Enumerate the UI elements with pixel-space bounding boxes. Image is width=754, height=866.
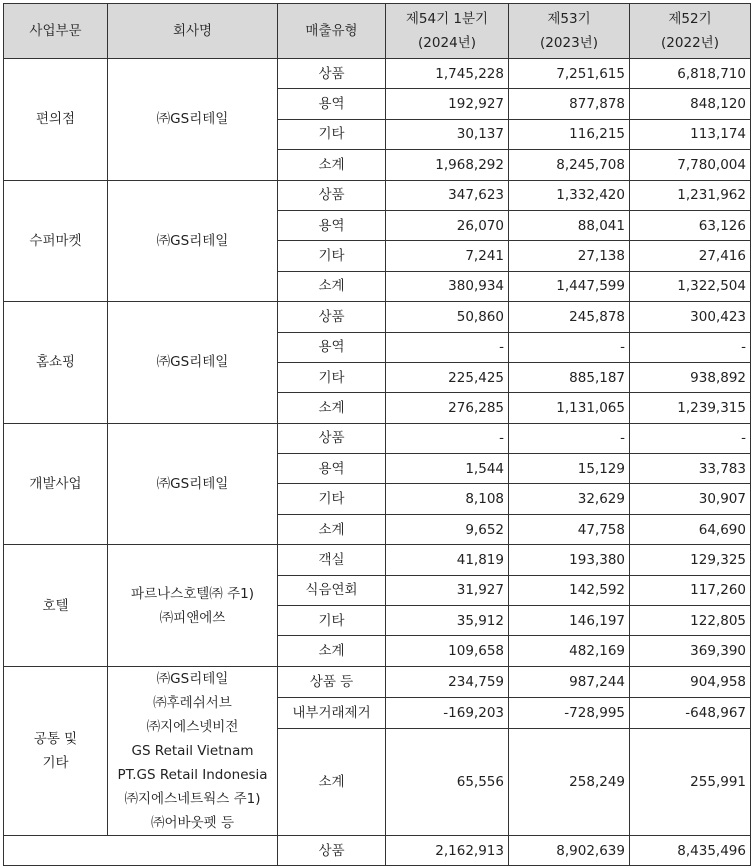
sales-type-cell: 상품: [278, 302, 386, 332]
sales-type-cell: 상품: [278, 423, 386, 453]
value-cell: 9,652: [386, 514, 509, 544]
header-sales-type: 매출유형: [278, 4, 386, 59]
header-row: [4, 4, 751, 59]
value-cell: 88,041: [509, 210, 630, 240]
company-cell: ㈜GS리테일: [108, 59, 278, 181]
value-cell: 1,131,065: [509, 393, 630, 423]
table-row: [4, 545, 751, 575]
value-cell: 142,592: [509, 575, 630, 605]
total-label-cell: [4, 835, 278, 865]
table-row: [4, 180, 751, 210]
value-cell: -: [509, 423, 630, 453]
sales-type-cell: 용역: [278, 332, 386, 362]
value-cell: 8,245,708: [509, 150, 630, 180]
value-cell: 8,902,639: [509, 835, 630, 865]
sales-type-cell: 소계: [278, 393, 386, 423]
segment-cell: 호텔: [4, 545, 108, 667]
table-row: [4, 59, 751, 89]
value-cell: -169,203: [386, 697, 509, 728]
value-cell: 234,759: [386, 666, 509, 697]
value-cell: 1,745,228: [386, 59, 509, 89]
sales-type-cell: 소계: [278, 728, 386, 835]
sales-type-cell: 기타: [278, 241, 386, 271]
value-cell: 32,629: [509, 484, 630, 514]
value-cell: 245,878: [509, 302, 630, 332]
value-cell: 41,819: [386, 545, 509, 575]
sales-type-cell: 기타: [278, 362, 386, 392]
value-cell: 50,860: [386, 302, 509, 332]
value-cell: 117,260: [630, 575, 751, 605]
value-cell: 7,241: [386, 241, 509, 271]
value-cell: -648,967: [630, 697, 751, 728]
value-cell: 33,783: [630, 454, 751, 484]
sales-type-cell: 내부거래제거: [278, 697, 386, 728]
sales-type-cell: 식음연회: [278, 575, 386, 605]
value-cell: 7,251,615: [509, 59, 630, 89]
value-cell: -: [386, 332, 509, 362]
header-period-3: 제52기 (2022년): [630, 4, 751, 59]
value-cell: 1,544: [386, 454, 509, 484]
value-cell: 258,249: [509, 728, 630, 835]
sales-type-cell: 기타: [278, 119, 386, 149]
sales-type-cell: 용역: [278, 454, 386, 484]
value-cell: 1,332,420: [509, 180, 630, 210]
sales-type-cell: 용역: [278, 210, 386, 240]
value-cell: 31,927: [386, 575, 509, 605]
value-cell: 938,892: [630, 362, 751, 392]
value-cell: 1,231,962: [630, 180, 751, 210]
value-cell: 1,322,504: [630, 271, 751, 301]
header-segment: 사업부문: [4, 4, 108, 59]
segment-cell: 공통 및 기타: [4, 666, 108, 835]
value-cell: 193,380: [509, 545, 630, 575]
value-cell: 380,934: [386, 271, 509, 301]
header-period-1: 제54기 1분기 (2024년): [386, 4, 509, 59]
company-cell: ㈜GS리테일: [108, 180, 278, 302]
value-cell: 64,690: [630, 514, 751, 544]
sales-type-cell: 소계: [278, 636, 386, 666]
value-cell: 8,108: [386, 484, 509, 514]
sales-type-cell: 소계: [278, 514, 386, 544]
sales-type-cell: 기타: [278, 484, 386, 514]
value-cell: -: [630, 423, 751, 453]
value-cell: 27,416: [630, 241, 751, 271]
sales-table: [3, 3, 751, 866]
value-cell: -: [630, 332, 751, 362]
sales-table-wrapper: [3, 3, 751, 866]
value-cell: 2,162,913: [386, 835, 509, 865]
value-cell: 30,907: [630, 484, 751, 514]
value-cell: 47,758: [509, 514, 630, 544]
value-cell: 192,927: [386, 89, 509, 119]
value-cell: 26,070: [386, 210, 509, 240]
value-cell: 347,623: [386, 180, 509, 210]
value-cell: 27,138: [509, 241, 630, 271]
value-cell: 276,285: [386, 393, 509, 423]
value-cell: 122,805: [630, 606, 751, 636]
sales-type-cell: 소계: [278, 271, 386, 301]
segment-cell: 개발사업: [4, 423, 108, 545]
value-cell: 30,137: [386, 119, 509, 149]
value-cell: 369,390: [630, 636, 751, 666]
value-cell: 255,991: [630, 728, 751, 835]
value-cell: 6,818,710: [630, 59, 751, 89]
company-cell: ㈜GS리테일: [108, 423, 278, 545]
company-cell: ㈜GS리테일 ㈜후레쉬서브 ㈜지에스넷비전 GS Retail Vietnam PT.GS Retail Indonesia ㈜지에스네트웍스 주1) ㈜어바웃펫 등: [108, 666, 278, 835]
segment-cell: 수퍼마켓: [4, 180, 108, 302]
table-row: [4, 423, 751, 453]
sales-type-cell: 기타: [278, 606, 386, 636]
value-cell: 482,169: [509, 636, 630, 666]
value-cell: 8,435,496: [630, 835, 751, 865]
value-cell: 877,878: [509, 89, 630, 119]
sales-type-cell: 상품 등: [278, 666, 386, 697]
sales-type-cell: 상품: [278, 180, 386, 210]
value-cell: 7,780,004: [630, 150, 751, 180]
company-cell: 파르나스호텔㈜ 주1) ㈜피앤에쓰: [108, 545, 278, 667]
value-cell: 63,126: [630, 210, 751, 240]
company-cell: ㈜GS리테일: [108, 302, 278, 424]
value-cell: -: [509, 332, 630, 362]
header-company: 회사명: [108, 4, 278, 59]
value-cell: 987,244: [509, 666, 630, 697]
value-cell: 113,174: [630, 119, 751, 149]
value-cell: 15,129: [509, 454, 630, 484]
table-row: [4, 666, 751, 697]
value-cell: 129,325: [630, 545, 751, 575]
value-cell: 885,187: [509, 362, 630, 392]
value-cell: 225,425: [386, 362, 509, 392]
sales-type-cell: 상품: [278, 835, 386, 865]
sales-type-cell: 소계: [278, 150, 386, 180]
header-period-2: 제53기 (2023년): [509, 4, 630, 59]
value-cell: -: [386, 423, 509, 453]
table-row: [4, 302, 751, 332]
total-row: [4, 835, 751, 865]
value-cell: 904,958: [630, 666, 751, 697]
sales-type-cell: 객실: [278, 545, 386, 575]
segment-cell: 홈쇼핑: [4, 302, 108, 424]
sales-type-cell: 상품: [278, 59, 386, 89]
sales-type-cell: 용역: [278, 89, 386, 119]
value-cell: 109,658: [386, 636, 509, 666]
value-cell: 1,239,315: [630, 393, 751, 423]
value-cell: 1,968,292: [386, 150, 509, 180]
value-cell: 848,120: [630, 89, 751, 119]
value-cell: 35,912: [386, 606, 509, 636]
value-cell: -728,995: [509, 697, 630, 728]
value-cell: 146,197: [509, 606, 630, 636]
value-cell: 1,447,599: [509, 271, 630, 301]
segment-cell: 편의점: [4, 59, 108, 181]
value-cell: 116,215: [509, 119, 630, 149]
value-cell: 65,556: [386, 728, 509, 835]
value-cell: 300,423: [630, 302, 751, 332]
